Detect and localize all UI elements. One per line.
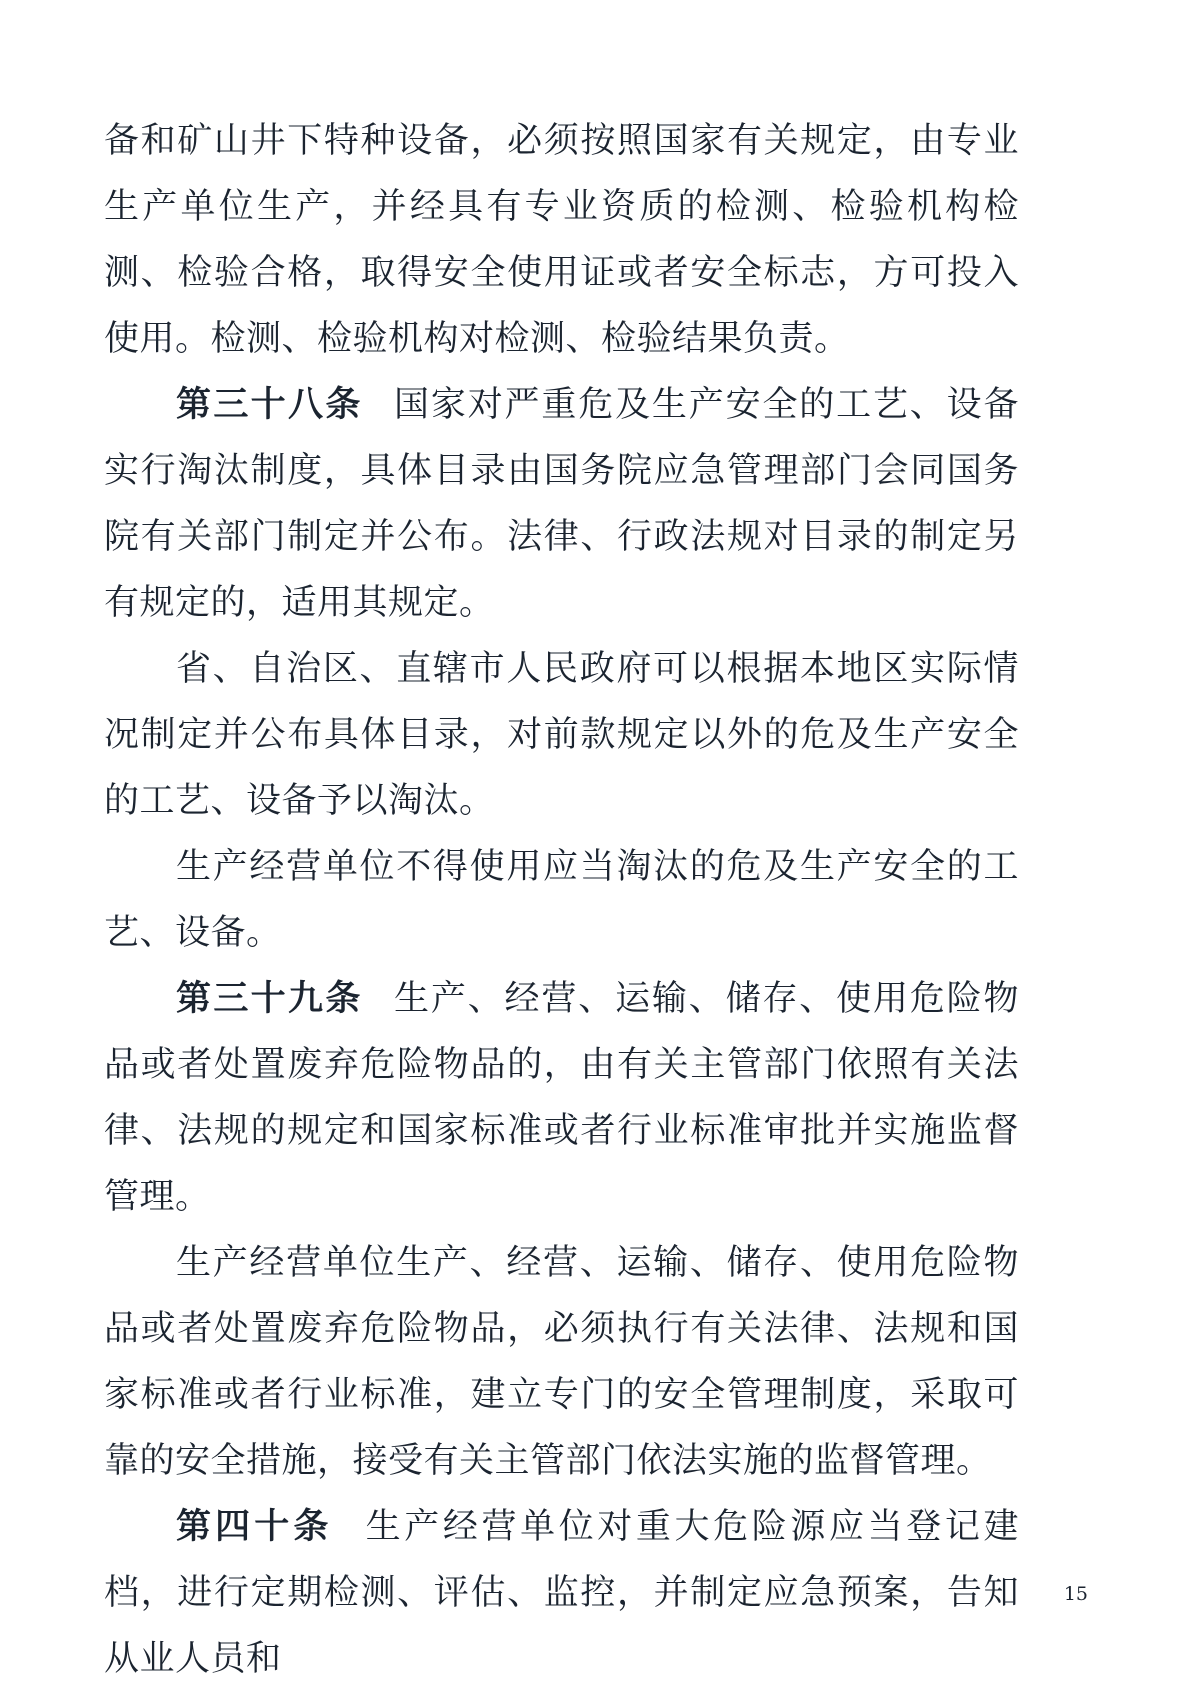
paragraph-text: 生产经营单位不得使用应当淘汰的危及生产安全的工艺、设备。 — [104, 847, 1019, 953]
page-number: 15 — [1063, 1583, 1088, 1605]
paragraph-text: 备和矿山井下特种设备，必须按照国家有关规定，由专业生产单位生产，并经具有专业资质的检测、检验机构检测、检验合格，取得安全使用证或者安全标志，方可投入使用。检测、检验机构对检测、检验结果负责。 — [104, 121, 1019, 359]
article-38 — [104, 372, 1019, 636]
paragraph-text: 生产经营单位对重大危险源应当登记建档，进行定期检测、评估、监控，并制定应急预案，告知从业人员和 — [104, 1507, 1019, 1679]
article-label: 第三十九条 — [176, 978, 363, 1019]
paragraph-text: 生产、经营、运输、储存、使用危险物品或者处置废弃危险物品的，由有关主管部门依照有关法律、法规的规定和国家标准或者行业标准审批并实施监督管理。 — [104, 979, 1019, 1217]
article-label: 第四十条 — [176, 1506, 333, 1547]
article-label: 第三十八条 — [176, 384, 363, 425]
article-39 — [104, 966, 1019, 1230]
paragraph-text: 生产经营单位生产、经营、运输、储存、使用危险物品或者处置废弃危险物品，必须执行有关法律、法规和国家标准或者行业标准，建立专门的安全管理制度，采取可靠的安全措施，接受有关主管部门依法实施的监督管理。 — [104, 1243, 1019, 1481]
paragraph-continuation — [104, 108, 1019, 372]
paragraph-text: 省、自治区、直辖市人民政府可以根据本地区实际情况制定并公布具体目录，对前款规定以外的危及生产安全的工艺、设备予以淘汰。 — [104, 649, 1019, 821]
paragraph-38-3 — [104, 834, 1019, 966]
paragraph-text: 国家对严重危及生产安全的工艺、设备实行淘汰制度，具体目录由国务院应急管理部门会同国务院有关部门制定并公布。法律、行政法规对目录的制定另有规定的，适用其规定。 — [104, 385, 1019, 623]
page-body-text — [104, 108, 1019, 1683]
paragraph-39-2 — [104, 1230, 1019, 1494]
article-40 — [104, 1494, 1019, 1683]
paragraph-38-2 — [104, 636, 1019, 834]
